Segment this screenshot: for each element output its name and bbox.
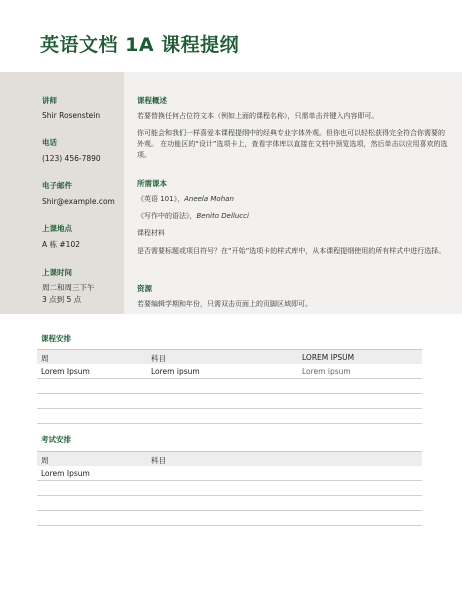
table-header xyxy=(37,349,422,364)
table-row xyxy=(37,496,422,511)
table-row xyxy=(37,481,422,496)
book-2 xyxy=(137,211,249,222)
book-1-author: Aneela Mohan xyxy=(184,195,234,203)
table-cell: Lorem Ipsum xyxy=(41,469,90,478)
table-cell: Lorem ipsum xyxy=(302,367,351,376)
column-header-lorem: LOREM IPSUM xyxy=(302,353,355,362)
page-title: 英语文档 1A 课程提纲 xyxy=(40,34,240,56)
overview-para-1: 若要替换任何占位符文本（例如上面的课程名称），只需单击并键入内容即可。 xyxy=(137,112,379,120)
location-label: 上课地点 xyxy=(42,224,72,233)
time-label: 上课时间 xyxy=(42,268,72,277)
table-row xyxy=(37,511,422,526)
resources-text: 若要编辑学期和年份，只需双击页面上的页脚区域即可。 xyxy=(137,300,312,308)
materials-label: 课程材料 xyxy=(137,229,165,237)
instructor-value: Shir Rosenstein xyxy=(42,111,101,120)
book-2-title: 《写作中的语法》， xyxy=(137,212,197,220)
overview-para-2: 你可能会和我们一样喜爱本课程提纲中的经典专业字体外观。但你也可以轻松获得完全符合你需要的外观。 在功能区的“设计”选项卡上，查看字体库以直接在文档中预览选项，然后单击以应用喜欢的选项。 xyxy=(137,129,448,159)
table-cell: Lorem ipsum xyxy=(151,367,200,376)
schedule-heading: 课程安排 xyxy=(41,334,71,343)
materials-text: 是否需要标题或项目符号？在“开始”选项卡的样式库中，从本课程提纲使用的所有样式中进行选择。 xyxy=(137,247,446,255)
book-1 xyxy=(137,194,234,205)
email-label: 电子邮件 xyxy=(42,181,72,190)
time-value-1: 周二和周三下午 xyxy=(42,283,95,292)
email-value: Shir@example.com xyxy=(42,197,115,206)
time-value-2: 3 点到 5 点 xyxy=(42,295,82,304)
overview-heading: 课程概述 xyxy=(137,96,167,105)
column-header-week: 周 xyxy=(41,456,49,465)
column-header-subject: 科目 xyxy=(151,354,166,363)
table-row xyxy=(37,394,422,409)
phone-label: 电话 xyxy=(42,138,57,147)
table-row xyxy=(37,379,422,394)
location-value: A 栋 #102 xyxy=(42,240,80,249)
table-header xyxy=(37,451,422,466)
sidebar xyxy=(0,72,124,314)
resources-heading: 资源 xyxy=(137,284,152,293)
textbooks-heading: 所需课本 xyxy=(137,179,167,188)
book-2-author: Benito Dellucci xyxy=(196,212,249,220)
table-row xyxy=(37,466,422,481)
book-1-title: 《英语 101》， xyxy=(137,195,185,203)
table-row xyxy=(37,409,422,424)
column-header-week: 周 xyxy=(41,354,49,363)
instructor-label: 讲师 xyxy=(42,96,57,105)
table-row xyxy=(37,364,422,379)
phone-value: (123) 456-7890 xyxy=(42,154,101,163)
column-header-subject: 科目 xyxy=(151,456,166,465)
info-band xyxy=(0,72,462,314)
exams-heading: 考试安排 xyxy=(41,435,71,444)
table-cell: Lorem Ipsum xyxy=(41,367,90,376)
